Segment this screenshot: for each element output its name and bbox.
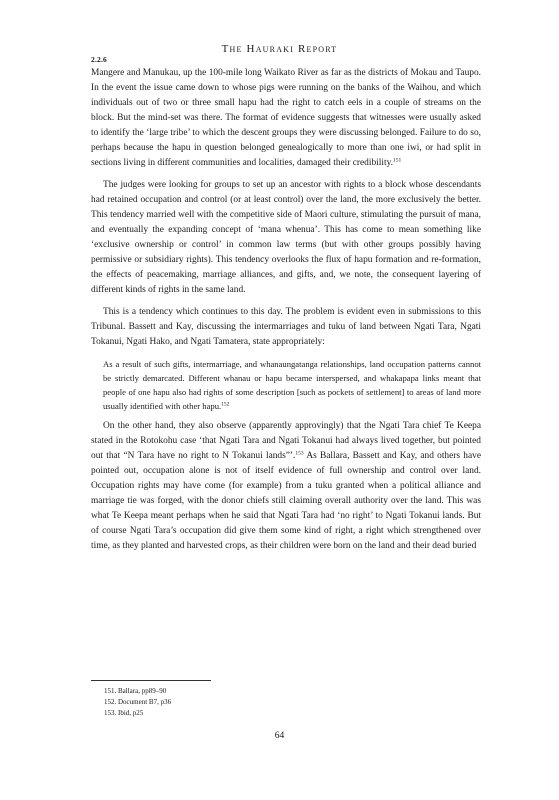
paragraph-2: The judges were looking for groups to set up an ancestor with rights to a block whose descendants had retained occupation and control (or at least control) over the land, the more exclusively the better. This tendency married well with the competitive side of Maori culture, stimulating the pursuit of mana, and eventually the expanding concept of ‘mana whenua’. This has come to mean something like ‘exclusive ownership or control’ in common law terms (but with other groups possibly having permissive or subsidiary rights). This tendency overlooks the flux of hapu formation and re-formation, the effects of peacemaking, marriage alliances, and gifts, and, we note, the consequent layering of different kinds of rights in the same land. xyxy=(91,180,481,295)
block-quote-text: As a result of such gifts, intermarriage, and whanaungatanga relationships, land occupation patterns cannot be strictly demarcated. Different whanau or hapu became interspersed, and whakapapa links meant that people of one hapu also had rights of some description [such as pockets of settlement] to areas of land more usually identified with other hapu. xyxy=(103,359,481,411)
paragraph-4-text-a: On the other hand, they also observe (apparently approvingly) that the Ngati Tara chief Te Keepa stated in the Rotokohu case ‘that Ngati Tara and Ngati Tokanui had always lived together, but pointed out that “N Tara have no right to N Tokanui lands”’. xyxy=(91,421,481,461)
paragraph-1-text: Mangere and Manukau, up the 100-mile long Waikato River as far as the districts of Mokau and Taupo. In the event the issue came down to whose pigs were running on the banks of the Waihou, and which individuals out of two or three small hapu had the right to catch eels in a couple of streams on the block. But the mind-set was there. The format of evidence suggests that witnesses were usually asked to identify the ‘large tribe’ to which the descent groups they were discussing belonged. Failure to do so, perhaps because the hapu in question belonged genealogically to more than one iwi, or had split in sections living in different communities and localities, damaged their credibility. xyxy=(91,68,481,168)
block-quote xyxy=(103,357,481,413)
footnote-rule xyxy=(91,680,211,681)
footnote-ref-152: 152 xyxy=(221,401,230,408)
footnote-151: 151. Ballara, pp89–90 xyxy=(104,687,167,695)
page-number: 64 xyxy=(274,731,285,741)
footnotes xyxy=(104,686,171,719)
paragraph-4 xyxy=(91,419,481,554)
section-number: 2.2.6 xyxy=(91,55,107,64)
paragraph-1 xyxy=(91,66,481,171)
footnote-153: 153. Ibid, p25 xyxy=(104,709,144,717)
footnote-152: 152. Document B7, p36 xyxy=(104,698,172,706)
running-head: The Hauraki Report xyxy=(221,43,338,55)
footnote-ref-151: 151 xyxy=(393,157,402,164)
body-text xyxy=(91,66,481,554)
footnote-ref-153: 153 xyxy=(295,450,304,457)
paragraph-3: This is a tendency which continues to this day. The problem is evident even in submissions to this Tribunal. Bassett and Kay, discussing the intermarriages and tuku of land between Ngati Tara, Ngati Tokanui, Ngati Hako, and Ngati Tamatera, state appropriately: xyxy=(91,307,481,347)
paragraph-4-text-b: As Ballara, Bassett and Kay, and others have pointed out, occupation alone is not of itself evidence of full ownership and control over land. Occupation rights may have come (for example) from a tuku granted when a political alliance and marriage tie was forged, with the donor chiefs still claiming overall authority over the land. This was what Te Keepa meant perhaps when he said that Ngati Tara had ‘no right’ to Ngati Tokanui lands. But of course Ngati Tara’s occupation did give them some kind of right, a right which strengthened over time, as they planted and harvested crops, as their children were born on the land and their dead buried xyxy=(91,451,481,551)
